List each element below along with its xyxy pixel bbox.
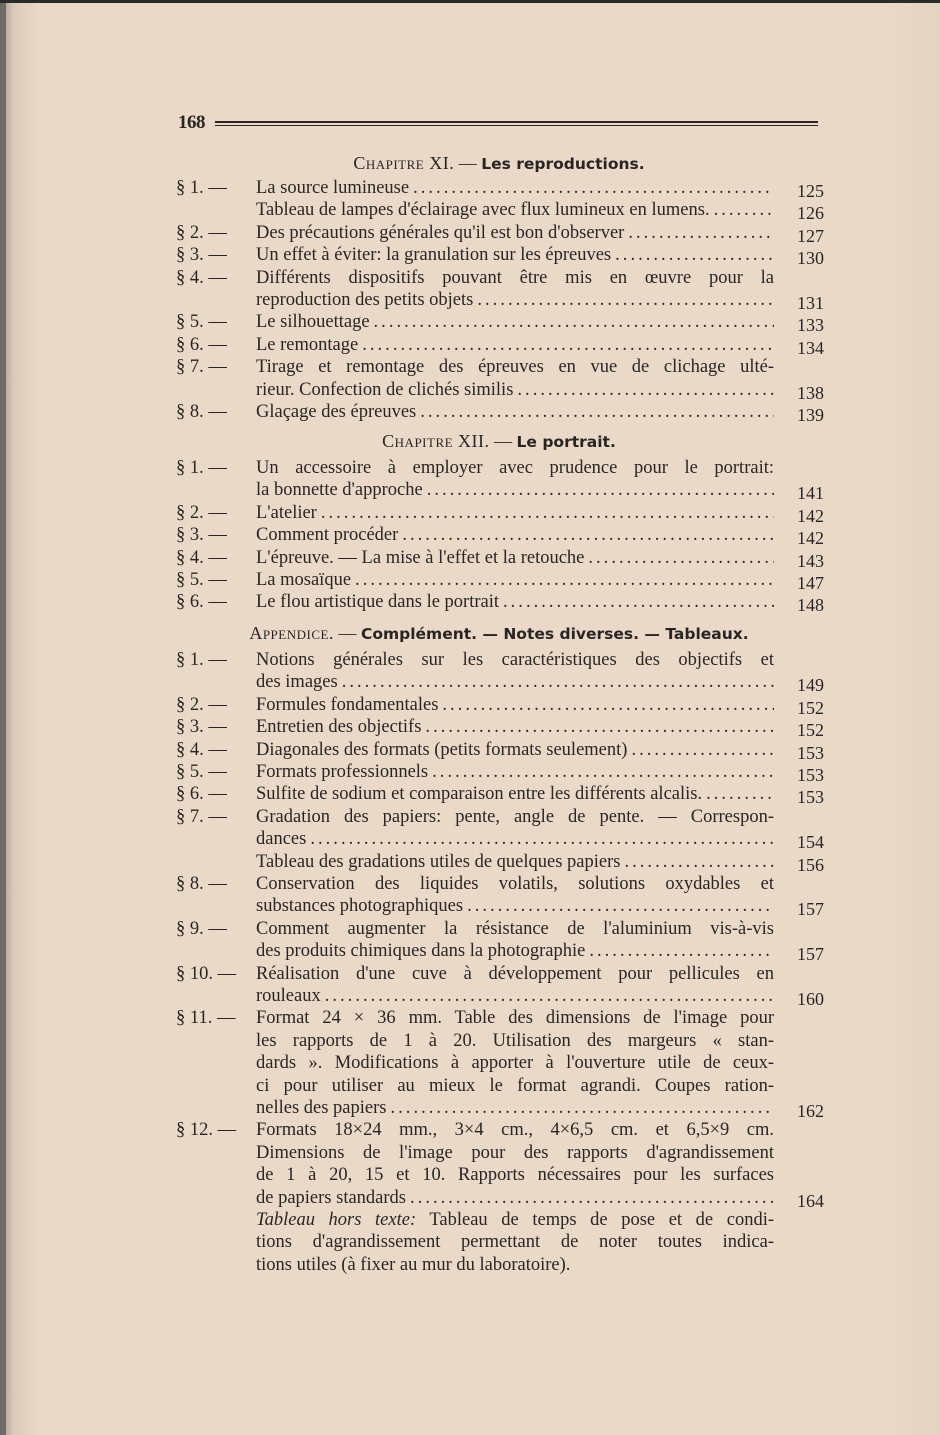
- chapter-heading: [178, 153, 820, 174]
- page-reference: 157: [797, 899, 824, 920]
- dot-leader: [306, 828, 774, 850]
- chapter-dash: —: [494, 431, 513, 451]
- dot-leader: [351, 569, 774, 591]
- toc-entry-line: Conservation des liquides volatils, solutions oxydables et: [256, 874, 774, 894]
- note-italic-label: Tableau hors texte:: [256, 1210, 417, 1230]
- note-text: Tableau de temps de pose et de condi-: [416, 1210, 774, 1230]
- dot-leader: [428, 761, 774, 783]
- entry-text: L'épreuve. — La mise à l'effet et la retouche: [256, 547, 585, 568]
- entry-text: Entretien des objectifs: [256, 717, 422, 738]
- header-rule-thin: [215, 125, 818, 126]
- dot-leader: [611, 244, 774, 266]
- toc-entry-line: [256, 716, 774, 738]
- page-reference: 153: [797, 787, 824, 808]
- toc-entry-line: de 1 à 20, 15 et 10. Rapports nécessaires pour les surfaces: [256, 1165, 774, 1186]
- toc-entry-line: [256, 177, 774, 199]
- toc-entry-line: [256, 851, 774, 873]
- page-reference: 142: [797, 528, 824, 549]
- entry-text: La mosaïque: [256, 570, 352, 590]
- dot-leader: [370, 311, 774, 333]
- toc-entry-line: [256, 479, 774, 501]
- section-number: § 3. —: [176, 525, 227, 546]
- page-reference: 157: [797, 944, 824, 965]
- toc-entry-line: [256, 334, 774, 356]
- entry-text: Tableau des gradations utiles de quelques papiers: [256, 851, 621, 872]
- section-number: § 3. —: [176, 717, 227, 738]
- entry-text: substances photographiques: [256, 896, 464, 917]
- entry-text: Le silhouettage: [256, 312, 370, 333]
- page-reference: 141: [797, 483, 824, 504]
- section-number: § 8. —: [176, 874, 227, 894]
- chapter-title: Les reproductions.: [481, 155, 645, 173]
- page-reference: 154: [797, 832, 824, 853]
- toc-entry-line: [256, 739, 774, 761]
- section-number: § 8. —: [176, 402, 227, 422]
- section-number: § 9. —: [176, 918, 227, 939]
- toc-entry-line: [256, 783, 774, 805]
- toc-entry-line: Notions générales sur les caractéristiques des objectifs et: [256, 650, 774, 670]
- chapter-label: Chapitre XI.: [353, 153, 455, 173]
- dot-leader: [627, 739, 774, 761]
- page-reference: 153: [797, 765, 824, 785]
- chapter-dash: —: [458, 153, 477, 173]
- dot-leader: [423, 479, 774, 501]
- entry-text: Formats professionnels: [256, 762, 429, 782]
- header-rule: [215, 121, 818, 123]
- section-number: § 7. —: [176, 357, 227, 378]
- note-line: tions d'agrandissement permettant de noter toutes indica-: [256, 1232, 774, 1253]
- dot-leader: [463, 895, 774, 917]
- entry-text: Tableau de lampes d'éclairage avec flux lumineux en lumens.: [256, 200, 710, 221]
- toc-entry-line: les rapports de 1 à 20. Utilisation des margeurs « stan-: [256, 1030, 774, 1051]
- page-reference: 152: [797, 697, 824, 718]
- toc-entry-line: Comment augmenter la résistance de l'aluminium vis-à-vis: [256, 918, 774, 939]
- section-number: § 4. —: [176, 547, 227, 568]
- chapter-heading: [178, 431, 820, 452]
- section-number: § 6. —: [176, 334, 227, 355]
- section-number: § 6. —: [176, 784, 227, 805]
- toc-entry-line: Différents dispositifs pouvant être mis en œuvre pour la: [256, 267, 774, 288]
- toc-entry-line: [256, 761, 774, 783]
- section-number: § 5. —: [176, 762, 227, 782]
- entry-text: Le flou artistique dans le portrait: [256, 592, 499, 613]
- note-line: [256, 1209, 774, 1231]
- toc-entry-line: [256, 828, 774, 850]
- book-spine-shadow: [0, 0, 6, 1435]
- section-number: § 10. —: [176, 963, 237, 984]
- dot-leader: [421, 716, 774, 738]
- dot-leader: [416, 401, 774, 423]
- toc-entry-line: [256, 547, 774, 569]
- page-reference: 139: [797, 405, 824, 425]
- toc-entry-line: Réalisation d'une cuve à développement pour pellicules en: [256, 963, 774, 984]
- dot-leader: [710, 199, 774, 221]
- section-number: § 1. —: [176, 458, 227, 478]
- page-reference: 134: [797, 337, 824, 358]
- toc-entry-line: [256, 311, 774, 333]
- dot-leader: [398, 524, 774, 546]
- page-reference: 126: [797, 203, 824, 224]
- entry-text: nelles des papiers: [256, 1098, 387, 1118]
- page-reference: 133: [797, 315, 824, 336]
- entry-text: La source lumineuse: [256, 178, 410, 198]
- toc-entry-line: [256, 244, 774, 266]
- section-number: § 7. —: [176, 806, 227, 827]
- page-reference: 148: [797, 595, 824, 616]
- section-number: § 3. —: [176, 245, 227, 266]
- toc-entry-line: Format 24 × 36 mm. Table des dimensions de l'image pour: [256, 1008, 774, 1029]
- toc-entry-line: [256, 1097, 774, 1119]
- entry-text: rieur. Confection de clichés similis: [256, 379, 514, 400]
- chapter-dash: —: [338, 623, 357, 643]
- toc-entry-line: [256, 379, 774, 401]
- dot-leader: [338, 671, 774, 693]
- dot-leader: [438, 694, 774, 716]
- dot-leader: [406, 1187, 774, 1209]
- dot-leader: [624, 222, 774, 244]
- section-number: § 1. —: [176, 178, 227, 198]
- toc-entry-line: [256, 1187, 774, 1209]
- toc-entry-line: [256, 401, 774, 423]
- entry-text: la bonnette d'approche: [256, 480, 423, 501]
- page-number: 168: [178, 112, 205, 133]
- toc-entry-line: [256, 985, 774, 1007]
- entry-text: Formules fondamentales: [256, 694, 439, 715]
- section-number: § 4. —: [176, 739, 227, 760]
- dot-leader: [387, 1097, 775, 1119]
- dot-leader: [584, 547, 774, 569]
- toc-entry-line: Tirage et remontage des épreuves en vue de clichage ulté-: [256, 357, 774, 378]
- toc-entry-line: Un accessoire à employer avec prudence pour le portrait:: [256, 458, 774, 478]
- toc-entry-line: [256, 940, 774, 962]
- page-reference: 125: [797, 181, 824, 201]
- chapter-label: Appendice.: [249, 623, 334, 643]
- page-reference: 153: [797, 742, 824, 763]
- toc-entry-line: [256, 895, 774, 917]
- section-number: § 1. —: [176, 650, 227, 670]
- entry-text: des produits chimiques dans la photographie: [256, 941, 586, 962]
- toc-entry-line: [256, 524, 774, 546]
- toc-entry-line: [256, 502, 774, 524]
- dot-leader: [321, 985, 774, 1007]
- top-edge: [0, 0, 940, 3]
- entry-text: Glaçage des épreuves: [256, 402, 417, 422]
- chapter-title: Complément. — Notes diverses. — Tableaux.: [360, 625, 749, 643]
- entry-text: rouleaux: [256, 986, 321, 1006]
- toc-entry-line: dards ». Modifications à apporter à l'ouverture utile de ceux-: [256, 1053, 774, 1074]
- page-reference: 143: [797, 550, 824, 571]
- page-reference: 127: [797, 225, 824, 246]
- toc-entry-line: [256, 694, 774, 716]
- dot-leader: [317, 502, 774, 524]
- toc-entry-line: [256, 222, 774, 244]
- section-number: § 6. —: [176, 592, 227, 613]
- dot-leader: [585, 940, 774, 962]
- toc-entry-line: ci pour utiliser au mieux le format agrandi. Coupes ration-: [256, 1075, 774, 1096]
- section-number: § 5. —: [176, 312, 227, 333]
- entry-text: de papiers standards: [256, 1187, 407, 1208]
- page-reference: 138: [797, 382, 824, 403]
- entry-text: des images: [256, 672, 338, 693]
- page-reference: 130: [797, 248, 824, 269]
- entry-text: Le remontage: [256, 334, 359, 355]
- dot-leader: [473, 289, 774, 311]
- page-reference: 152: [797, 720, 824, 741]
- entry-text: reproduction des petits objets: [256, 290, 474, 310]
- toc-entry-line: Gradation des papiers: pente, angle de pente. — Correspon-: [256, 806, 774, 827]
- section-number: § 5. —: [176, 570, 227, 590]
- entry-text: Diagonales des formats (petits formats seulement): [256, 739, 628, 760]
- page-reference: 147: [797, 573, 824, 593]
- dot-leader: [620, 851, 774, 873]
- chapter-title: Le portrait.: [516, 433, 616, 451]
- toc-entry-line: [256, 569, 774, 591]
- dot-leader: [409, 177, 774, 199]
- section-number: § 11. —: [176, 1008, 236, 1029]
- section-number: § 12. —: [176, 1120, 237, 1141]
- page-reference: 156: [797, 854, 824, 875]
- section-number: § 2. —: [176, 222, 227, 243]
- page-reference: 142: [797, 505, 824, 526]
- section-number: § 2. —: [176, 502, 227, 523]
- chapter-heading: [178, 623, 820, 644]
- entry-text: Des précautions générales qu'il est bon d'observer: [256, 222, 625, 243]
- entry-text: Comment procéder: [256, 525, 399, 546]
- entry-text: Sulfite de sodium et comparaison entre les différents alcalis.: [256, 784, 703, 805]
- note-line: tions utiles (à fixer au mur du laboratoire).: [256, 1254, 571, 1275]
- page-reference: 162: [797, 1101, 824, 1121]
- toc-entry-line: [256, 671, 774, 693]
- entry-text: L'atelier: [256, 502, 317, 523]
- dot-leader: [513, 379, 774, 401]
- toc-entry-line: [256, 591, 774, 613]
- toc-entry-line: Formats 18×24 mm., 3×4 cm., 4×6,5 cm. et 6,5×9 cm.: [256, 1120, 774, 1141]
- page-reference: 131: [797, 293, 824, 313]
- page-reference: 149: [797, 675, 824, 696]
- page-header: [178, 112, 820, 134]
- section-number: § 2. —: [176, 694, 227, 715]
- dot-leader: [499, 591, 774, 613]
- page-reference: 160: [797, 989, 824, 1009]
- entry-text: dances: [256, 829, 307, 850]
- toc-entry-line: [256, 199, 774, 221]
- toc-entry-line: [256, 289, 774, 311]
- dot-leader: [702, 783, 774, 805]
- chapter-label: Chapitre XII.: [382, 431, 490, 451]
- entry-text: Un effet à éviter: la granulation sur les épreuves: [256, 245, 612, 266]
- toc-entry-line: Dimensions de l'image pour des rapports d'agrandissement: [256, 1142, 774, 1163]
- section-number: § 4. —: [176, 267, 227, 288]
- page-reference: 164: [797, 1190, 824, 1211]
- dot-leader: [358, 334, 774, 356]
